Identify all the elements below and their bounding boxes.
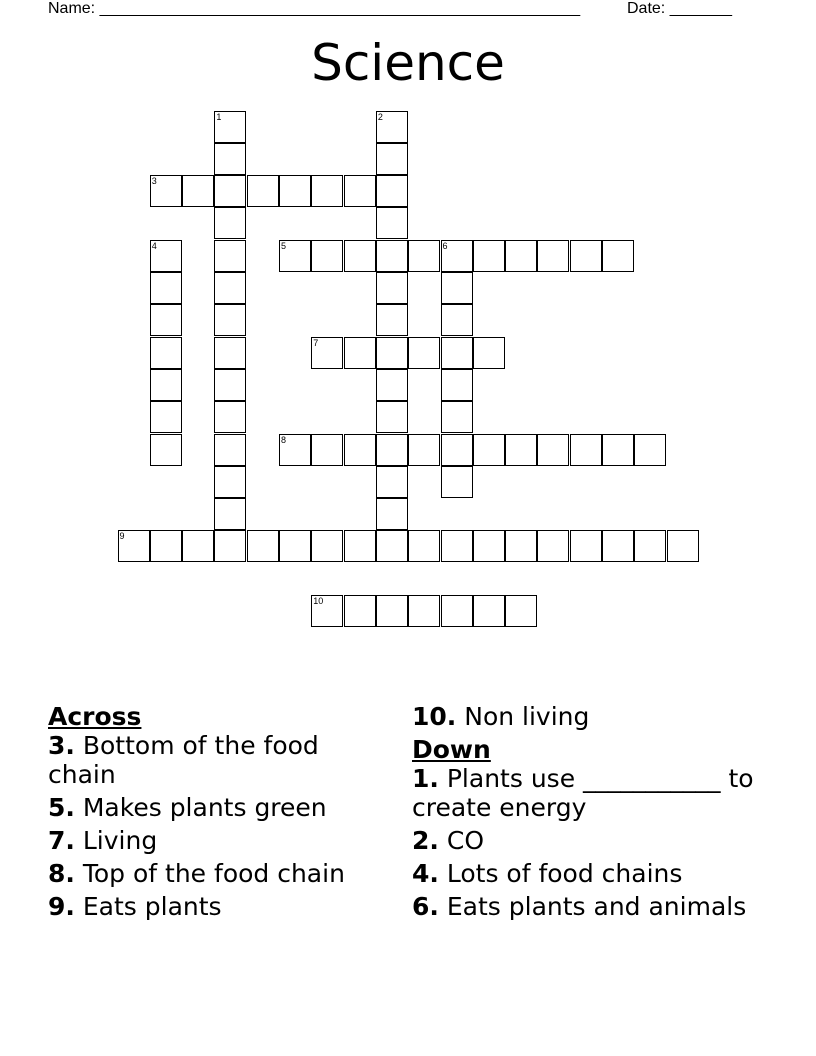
- down-heading: Down: [412, 735, 491, 764]
- cell-number: 2: [377, 111, 383, 122]
- grid-cell[interactable]: [376, 111, 408, 143]
- grid-cell[interactable]: [376, 272, 408, 304]
- grid-cell[interactable]: [311, 434, 343, 466]
- grid-cell[interactable]: [150, 240, 182, 272]
- grid-cell[interactable]: [150, 304, 182, 336]
- grid-cell[interactable]: [473, 337, 505, 369]
- cell-number: 8: [281, 434, 287, 445]
- grid-cell[interactable]: [408, 240, 440, 272]
- grid-cell[interactable]: [279, 434, 311, 466]
- clue-across-7: [48, 826, 378, 855]
- grid-cell[interactable]: [150, 272, 182, 304]
- date-field[interactable]: Date: _______: [627, 0, 732, 17]
- grid-cell[interactable]: [279, 240, 311, 272]
- grid-cell[interactable]: [505, 434, 537, 466]
- grid-cell[interactable]: [311, 175, 343, 207]
- clues-column-left: [48, 702, 378, 925]
- grid-cell[interactable]: [667, 530, 699, 562]
- grid-cell[interactable]: [441, 401, 473, 433]
- cell-number: 10: [313, 596, 324, 606]
- grid-cell[interactable]: [214, 466, 246, 498]
- grid-cell[interactable]: [376, 337, 408, 369]
- clue-down-2: [412, 826, 772, 855]
- grid-cell[interactable]: [376, 595, 408, 627]
- grid-cell[interactable]: [441, 304, 473, 336]
- clue-across-10: [412, 702, 772, 731]
- clue-down-6: [412, 892, 772, 921]
- grid-cell[interactable]: [537, 240, 569, 272]
- cell-number: 5: [281, 240, 287, 251]
- grid-cell[interactable]: [311, 530, 343, 562]
- cell-number: 6: [442, 240, 448, 251]
- grid-cell[interactable]: [441, 530, 473, 562]
- grid-cell[interactable]: [408, 337, 440, 369]
- grid-cell[interactable]: [150, 530, 182, 562]
- grid-cell[interactable]: [279, 530, 311, 562]
- clue-number: 10.: [412, 702, 457, 731]
- grid-cell[interactable]: [118, 530, 150, 562]
- grid-cell[interactable]: [214, 337, 246, 369]
- clue-down-4: [412, 859, 772, 888]
- grid-cell[interactable]: [376, 401, 408, 433]
- grid-cell[interactable]: [634, 434, 666, 466]
- grid-cell[interactable]: [408, 434, 440, 466]
- grid-cell[interactable]: [150, 434, 182, 466]
- grid-cell[interactable]: [344, 434, 376, 466]
- clue-number: 5.: [48, 793, 75, 822]
- clue-text: Bottom of the food chain: [48, 731, 319, 789]
- cell-number: 9: [119, 531, 125, 542]
- grid-cell[interactable]: [634, 530, 666, 562]
- grid-cell[interactable]: [376, 498, 408, 530]
- grid-cell[interactable]: [441, 595, 473, 627]
- grid-cell[interactable]: [344, 175, 376, 207]
- grid-cell[interactable]: [376, 143, 408, 175]
- grid-cell[interactable]: [247, 530, 279, 562]
- grid-cell[interactable]: [473, 530, 505, 562]
- grid-cell[interactable]: [505, 595, 537, 627]
- grid-cell[interactable]: [150, 175, 182, 207]
- clue-text: CO: [446, 826, 484, 855]
- grid-cell[interactable]: [376, 240, 408, 272]
- cell-number: 3: [151, 176, 157, 187]
- grid-cell[interactable]: [344, 337, 376, 369]
- grid-cell[interactable]: [182, 530, 214, 562]
- clue-number: 3.: [48, 731, 75, 760]
- grid-cell[interactable]: [311, 337, 343, 369]
- grid-cell[interactable]: [505, 530, 537, 562]
- clue-text: Non living: [464, 702, 590, 731]
- grid-cell[interactable]: [214, 175, 246, 207]
- clue-number: 8.: [48, 859, 75, 888]
- grid-cell[interactable]: [214, 498, 246, 530]
- cell-number: 4: [151, 240, 157, 251]
- grid-cell[interactable]: [376, 175, 408, 207]
- clue-text: Eats plants: [82, 892, 222, 921]
- grid-cell[interactable]: [214, 401, 246, 433]
- clue-across-3: [48, 731, 378, 789]
- grid-cell[interactable]: [537, 530, 569, 562]
- grid-cell[interactable]: [570, 434, 602, 466]
- clue-number: 6.: [412, 892, 439, 921]
- grid-cell[interactable]: [376, 304, 408, 336]
- grid-cell[interactable]: [505, 240, 537, 272]
- clue-down-1: [412, 764, 772, 822]
- grid-cell[interactable]: [150, 337, 182, 369]
- grid-cell[interactable]: [214, 240, 246, 272]
- grid-cell[interactable]: [311, 240, 343, 272]
- grid-cell[interactable]: [473, 595, 505, 627]
- clue-text: Lots of food chains: [446, 859, 683, 888]
- grid-cell[interactable]: [247, 175, 279, 207]
- clues-column-right: [412, 702, 772, 925]
- grid-cell[interactable]: [473, 434, 505, 466]
- grid-cell[interactable]: [376, 207, 408, 239]
- grid-cell[interactable]: [150, 369, 182, 401]
- grid-cell[interactable]: [473, 240, 505, 272]
- clue-text: Eats plants and animals: [446, 892, 747, 921]
- grid-cell[interactable]: [441, 369, 473, 401]
- grid-cell[interactable]: [376, 369, 408, 401]
- clue-number: 9.: [48, 892, 75, 921]
- grid-cell[interactable]: [441, 466, 473, 498]
- grid-cell[interactable]: [182, 175, 214, 207]
- grid-cell[interactable]: [537, 434, 569, 466]
- grid-cell[interactable]: [376, 434, 408, 466]
- grid-cell[interactable]: [602, 530, 634, 562]
- cell-number: 7: [313, 337, 319, 348]
- grid-cell[interactable]: [150, 401, 182, 433]
- grid-cell[interactable]: [344, 240, 376, 272]
- grid-cell[interactable]: [602, 434, 634, 466]
- clue-text: Top of the food chain: [82, 859, 345, 888]
- grid-cell[interactable]: [311, 595, 343, 627]
- page-title: Science: [311, 34, 505, 92]
- grid-cell[interactable]: [214, 143, 246, 175]
- grid-cell[interactable]: [214, 434, 246, 466]
- clue-number: 7.: [48, 826, 75, 855]
- cell-number: 1: [216, 111, 222, 122]
- grid-cell[interactable]: [441, 337, 473, 369]
- clue-text: Plants use ___________ to create energy: [412, 764, 754, 822]
- grid-cell[interactable]: [376, 530, 408, 562]
- grid-cell[interactable]: [441, 272, 473, 304]
- clue-text: Makes plants green: [82, 793, 327, 822]
- clue-number: 1.: [412, 764, 439, 793]
- name-field[interactable]: Name: ______________________________________________________: [48, 0, 581, 17]
- grid-cell[interactable]: [344, 595, 376, 627]
- grid-cell[interactable]: [214, 111, 246, 143]
- grid-cell[interactable]: [344, 530, 376, 562]
- clue-across-9: [48, 892, 378, 921]
- grid-cell[interactable]: [214, 207, 246, 239]
- grid-cell[interactable]: [570, 240, 602, 272]
- grid-cell[interactable]: [408, 595, 440, 627]
- grid-cell[interactable]: [214, 530, 246, 562]
- grid-cell[interactable]: [214, 304, 246, 336]
- clue-number: 2.: [412, 826, 439, 855]
- grid-cell[interactable]: [376, 466, 408, 498]
- grid-cell[interactable]: [441, 434, 473, 466]
- grid-cell[interactable]: [570, 530, 602, 562]
- grid-cell[interactable]: [279, 175, 311, 207]
- clue-number: 4.: [412, 859, 439, 888]
- clue-across-8: [48, 859, 378, 888]
- grid-cell[interactable]: [441, 240, 473, 272]
- clue-text: Living: [82, 826, 158, 855]
- grid-cell[interactable]: [602, 240, 634, 272]
- across-heading: Across: [48, 702, 142, 731]
- grid-cell[interactable]: [408, 530, 440, 562]
- grid-cell[interactable]: [214, 369, 246, 401]
- grid-cell[interactable]: [214, 272, 246, 304]
- clue-across-5: [48, 793, 378, 822]
